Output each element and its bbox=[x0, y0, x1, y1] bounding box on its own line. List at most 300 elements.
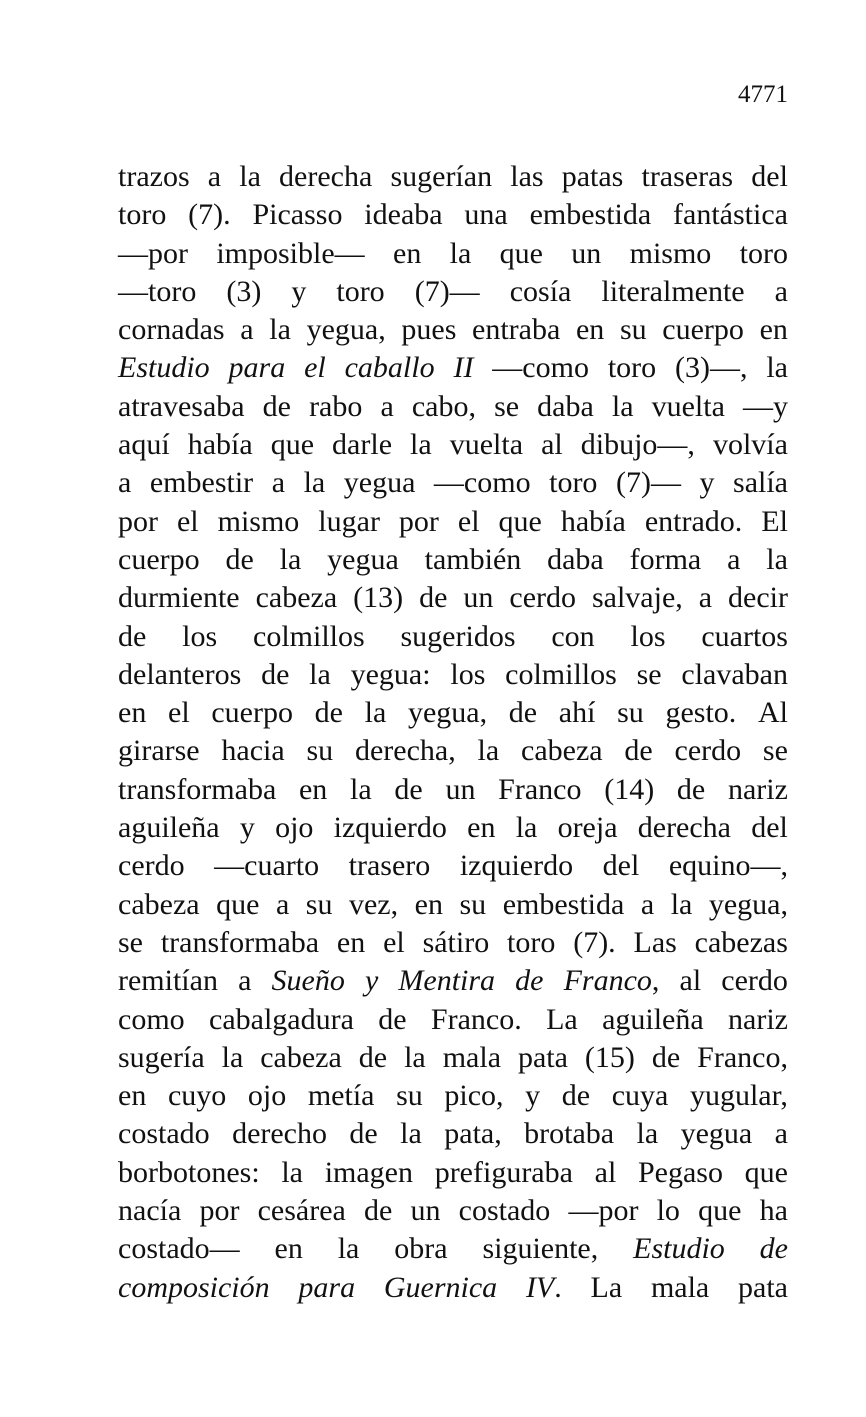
text: en bbox=[336, 925, 366, 959]
word bbox=[634, 924, 677, 962]
text: a bbox=[238, 964, 252, 998]
word bbox=[738, 1269, 788, 1307]
word bbox=[541, 426, 563, 464]
word bbox=[275, 809, 313, 847]
word bbox=[571, 235, 601, 273]
word bbox=[766, 349, 788, 387]
text: en bbox=[118, 696, 147, 730]
word bbox=[652, 388, 725, 426]
word bbox=[745, 1154, 788, 1192]
word bbox=[641, 886, 654, 924]
word bbox=[118, 273, 196, 311]
text: el bbox=[168, 696, 190, 730]
text: a bbox=[774, 1117, 788, 1151]
word bbox=[637, 1115, 659, 1153]
text: ojo bbox=[247, 1079, 287, 1113]
word bbox=[216, 235, 364, 273]
word bbox=[118, 349, 210, 387]
word bbox=[617, 694, 644, 732]
word bbox=[581, 426, 695, 464]
word bbox=[763, 732, 788, 770]
text-line bbox=[118, 579, 788, 617]
text: pues bbox=[401, 313, 457, 347]
word bbox=[425, 541, 522, 579]
word bbox=[559, 694, 596, 732]
text: cosía bbox=[509, 274, 572, 308]
text: al bbox=[679, 964, 702, 998]
word bbox=[118, 1115, 210, 1153]
word bbox=[118, 1269, 270, 1307]
word bbox=[308, 1077, 375, 1115]
text: cuartos bbox=[701, 619, 788, 653]
text: —como bbox=[433, 466, 531, 500]
text: cuerpo bbox=[211, 696, 293, 730]
text: ahí bbox=[558, 696, 596, 730]
text: al bbox=[594, 1155, 617, 1189]
italic-text: el bbox=[304, 351, 326, 385]
word bbox=[118, 196, 166, 234]
text: pata, bbox=[444, 1117, 502, 1151]
text-line bbox=[118, 1115, 788, 1153]
word bbox=[399, 503, 439, 541]
text: toro bbox=[549, 466, 598, 500]
word bbox=[665, 694, 736, 732]
word bbox=[318, 503, 380, 541]
text: a bbox=[727, 542, 741, 576]
text: yegua bbox=[680, 1117, 753, 1151]
text: aguileña bbox=[602, 1002, 704, 1036]
text: la bbox=[766, 351, 788, 385]
word bbox=[401, 311, 456, 349]
text: Pegaso bbox=[637, 1155, 723, 1189]
text: pata bbox=[738, 1270, 788, 1304]
text: pico, bbox=[444, 1079, 504, 1113]
text: embestida bbox=[529, 198, 652, 232]
word bbox=[638, 1154, 723, 1192]
word bbox=[445, 771, 475, 809]
word bbox=[349, 847, 431, 885]
text: de bbox=[262, 389, 291, 423]
word bbox=[252, 196, 342, 234]
text: la bbox=[766, 542, 788, 576]
word bbox=[612, 1077, 669, 1115]
word bbox=[727, 541, 740, 579]
word bbox=[118, 541, 200, 579]
text: la bbox=[404, 1040, 426, 1074]
italic-text: de bbox=[759, 1232, 788, 1266]
word bbox=[214, 847, 319, 885]
word bbox=[573, 924, 615, 962]
text: (7). bbox=[573, 925, 616, 959]
word bbox=[118, 1039, 205, 1077]
text: a bbox=[207, 160, 222, 193]
word bbox=[298, 1269, 355, 1307]
text: toro bbox=[118, 198, 167, 232]
word bbox=[304, 349, 326, 387]
text: Al bbox=[757, 696, 788, 730]
word bbox=[221, 732, 284, 770]
word bbox=[269, 311, 291, 349]
word bbox=[355, 732, 456, 770]
word bbox=[482, 1230, 598, 1268]
text: prefiguraba bbox=[434, 1155, 573, 1189]
text: mismo bbox=[217, 504, 300, 538]
text: Franco, bbox=[697, 1040, 788, 1074]
text-line bbox=[118, 426, 788, 464]
text: su bbox=[306, 734, 334, 768]
italic-text: para bbox=[298, 1270, 356, 1304]
text: a bbox=[380, 389, 394, 423]
text: toro bbox=[336, 274, 385, 308]
word bbox=[299, 771, 327, 809]
text: en bbox=[575, 313, 605, 347]
word bbox=[118, 809, 220, 847]
text: nariz bbox=[727, 772, 788, 806]
text: el bbox=[383, 925, 405, 959]
word bbox=[509, 579, 576, 617]
text: imposible— bbox=[216, 236, 365, 270]
text: a bbox=[118, 466, 132, 500]
word bbox=[393, 235, 421, 273]
text: entrado. bbox=[644, 504, 743, 538]
word bbox=[410, 426, 432, 464]
text: que bbox=[744, 1155, 788, 1189]
text: de bbox=[561, 1079, 591, 1113]
word bbox=[238, 962, 251, 1000]
word bbox=[761, 503, 788, 541]
word bbox=[182, 618, 217, 656]
text: la bbox=[221, 1040, 244, 1074]
text: atravesaba bbox=[118, 389, 245, 423]
text: la bbox=[364, 696, 387, 730]
text: colmillos bbox=[505, 657, 617, 691]
word bbox=[675, 732, 742, 770]
text: vez, bbox=[348, 887, 399, 921]
word bbox=[505, 656, 617, 694]
word bbox=[492, 349, 589, 387]
text: la bbox=[449, 236, 472, 270]
word bbox=[336, 273, 384, 311]
text: de bbox=[364, 1194, 393, 1228]
text: borbotones: bbox=[118, 1155, 260, 1189]
word bbox=[524, 1115, 614, 1153]
text: trazos bbox=[118, 160, 190, 193]
italic-text: caballo bbox=[344, 351, 435, 385]
word bbox=[760, 1230, 788, 1268]
text: transformaba bbox=[118, 772, 277, 806]
word bbox=[677, 771, 705, 809]
text: decir bbox=[728, 581, 788, 615]
word bbox=[118, 1192, 181, 1230]
word bbox=[450, 235, 472, 273]
word bbox=[460, 847, 573, 885]
text-line bbox=[118, 771, 788, 809]
italic-text: composición bbox=[118, 1270, 270, 1304]
italic-text: de bbox=[515, 964, 544, 998]
word bbox=[390, 158, 492, 196]
word bbox=[353, 579, 403, 617]
word bbox=[699, 464, 714, 502]
text: ha bbox=[759, 1194, 788, 1228]
text-line bbox=[118, 732, 788, 770]
word bbox=[306, 886, 333, 924]
text: yegua bbox=[343, 466, 416, 500]
text: transformaba bbox=[160, 925, 320, 959]
text: obra bbox=[394, 1232, 448, 1266]
word bbox=[697, 1039, 788, 1077]
word bbox=[510, 158, 543, 196]
text: como bbox=[118, 1002, 185, 1036]
text: metía bbox=[307, 1079, 375, 1113]
word bbox=[547, 541, 604, 579]
italic-text: IV bbox=[525, 1270, 555, 1304]
text: y bbox=[699, 466, 715, 500]
text-line bbox=[118, 1039, 788, 1077]
word bbox=[338, 1230, 360, 1268]
italic-text: Mentira bbox=[398, 964, 496, 998]
word bbox=[315, 694, 343, 732]
word bbox=[380, 388, 393, 426]
text: los bbox=[630, 619, 666, 653]
word bbox=[443, 1039, 501, 1077]
text: un bbox=[445, 772, 476, 806]
word bbox=[464, 196, 507, 234]
word bbox=[168, 694, 190, 732]
text-line bbox=[118, 503, 788, 541]
text: la bbox=[269, 313, 291, 347]
word bbox=[188, 196, 230, 234]
text: la bbox=[670, 887, 693, 921]
text: el bbox=[176, 504, 199, 538]
text: literalmente bbox=[601, 274, 745, 308]
word bbox=[208, 158, 221, 196]
word bbox=[118, 847, 185, 885]
text: a bbox=[774, 274, 788, 308]
text-line bbox=[118, 886, 788, 924]
text: a bbox=[240, 313, 254, 347]
word bbox=[669, 847, 788, 885]
word bbox=[551, 618, 594, 656]
word bbox=[472, 311, 560, 349]
word bbox=[673, 196, 788, 234]
word bbox=[516, 809, 538, 847]
italic-text: para bbox=[228, 351, 286, 385]
text: Las bbox=[633, 925, 677, 959]
text: clavaban bbox=[681, 657, 788, 691]
text: nariz bbox=[728, 1002, 788, 1036]
text: su bbox=[305, 887, 333, 921]
text: yegua, bbox=[306, 313, 386, 347]
word bbox=[423, 924, 490, 962]
text: embestida bbox=[502, 887, 625, 921]
page-number: 4771 bbox=[738, 81, 788, 108]
word bbox=[630, 618, 665, 656]
word bbox=[332, 426, 392, 464]
word bbox=[515, 962, 543, 1000]
word bbox=[307, 311, 386, 349]
text: cuerpo bbox=[118, 542, 200, 576]
text: se bbox=[636, 657, 662, 691]
text-line bbox=[118, 541, 788, 579]
text: mala bbox=[442, 1040, 502, 1074]
text: —toro bbox=[118, 274, 197, 308]
text: los bbox=[450, 657, 486, 691]
word bbox=[616, 464, 681, 502]
text: daba bbox=[537, 389, 594, 423]
word bbox=[410, 1192, 440, 1230]
text-line bbox=[118, 349, 788, 387]
text: en bbox=[759, 313, 788, 347]
word bbox=[118, 618, 146, 656]
word bbox=[701, 618, 788, 656]
text: sugeridos bbox=[400, 619, 516, 653]
word bbox=[345, 349, 435, 387]
text: —por bbox=[118, 236, 188, 270]
text: mala bbox=[650, 1270, 710, 1304]
word bbox=[118, 235, 188, 273]
word bbox=[657, 1192, 680, 1230]
word bbox=[351, 656, 431, 694]
word bbox=[118, 1154, 260, 1192]
text-line bbox=[118, 694, 788, 732]
word bbox=[766, 541, 788, 579]
text: yegua, bbox=[407, 696, 488, 730]
text: por bbox=[398, 504, 439, 538]
text: la bbox=[611, 389, 634, 423]
text: el bbox=[457, 504, 480, 538]
word bbox=[396, 1077, 423, 1115]
word bbox=[450, 656, 485, 694]
text-line bbox=[118, 847, 788, 885]
text: forma bbox=[629, 542, 702, 576]
text-line bbox=[118, 618, 788, 656]
text: izquierdo bbox=[333, 811, 447, 845]
word bbox=[760, 311, 788, 349]
text: de bbox=[349, 1117, 378, 1151]
word bbox=[612, 388, 634, 426]
text: la bbox=[281, 1155, 303, 1189]
word bbox=[211, 694, 293, 732]
word bbox=[272, 464, 285, 502]
text: la bbox=[400, 1117, 422, 1151]
word bbox=[633, 1230, 725, 1268]
italic-text: Franco bbox=[563, 964, 652, 998]
text: la bbox=[477, 734, 500, 768]
text: cabeza bbox=[260, 1040, 342, 1074]
word bbox=[260, 1039, 342, 1077]
text: vuelta bbox=[651, 389, 725, 423]
word bbox=[225, 541, 253, 579]
text: toro bbox=[507, 925, 556, 959]
text: a bbox=[275, 887, 290, 921]
word bbox=[558, 809, 618, 847]
text: (3) bbox=[226, 274, 262, 308]
text: sugerían bbox=[390, 160, 493, 193]
word bbox=[651, 1269, 709, 1307]
italic-text: Estudio bbox=[633, 1232, 725, 1266]
text: su bbox=[396, 1079, 423, 1113]
text: mismo bbox=[629, 236, 712, 270]
word bbox=[118, 656, 241, 694]
text: de bbox=[651, 1040, 681, 1074]
word bbox=[564, 962, 660, 1000]
word bbox=[728, 1001, 788, 1039]
word bbox=[591, 1269, 623, 1307]
word bbox=[188, 426, 253, 464]
word bbox=[240, 809, 255, 847]
text: su bbox=[619, 313, 647, 347]
text: salía bbox=[733, 466, 788, 500]
word bbox=[275, 1230, 303, 1268]
text: a bbox=[698, 581, 713, 615]
word bbox=[518, 1039, 568, 1077]
word bbox=[561, 503, 626, 541]
text: ideaba bbox=[364, 198, 443, 232]
word bbox=[740, 235, 788, 273]
word bbox=[681, 656, 788, 694]
text: la bbox=[350, 772, 372, 806]
text: costado— bbox=[118, 1232, 240, 1266]
word bbox=[118, 1001, 185, 1039]
text: la bbox=[636, 1117, 659, 1151]
word bbox=[415, 273, 480, 311]
text: de bbox=[378, 1002, 407, 1036]
text: en bbox=[118, 1079, 147, 1113]
text: . bbox=[554, 1270, 562, 1304]
text-line bbox=[118, 924, 788, 962]
word bbox=[624, 732, 652, 770]
text: de bbox=[676, 772, 706, 806]
text: de bbox=[225, 542, 254, 576]
text: gesto. bbox=[665, 696, 737, 730]
text: cabeza bbox=[255, 581, 338, 615]
text: (13) bbox=[353, 581, 404, 615]
word bbox=[232, 1115, 327, 1153]
text: La bbox=[546, 1002, 578, 1036]
text: toro bbox=[739, 236, 788, 270]
word bbox=[364, 196, 442, 234]
text: aguileña bbox=[118, 811, 220, 845]
word bbox=[494, 388, 519, 426]
word bbox=[216, 886, 259, 924]
text: oreja bbox=[557, 811, 618, 845]
text-line bbox=[118, 656, 788, 694]
word bbox=[459, 1192, 551, 1230]
text: de bbox=[358, 1040, 388, 1074]
word bbox=[592, 579, 683, 617]
text: de bbox=[508, 696, 538, 730]
text: yegua bbox=[327, 542, 399, 576]
word bbox=[309, 388, 362, 426]
text: en bbox=[393, 236, 422, 270]
word bbox=[595, 1154, 617, 1192]
text: la bbox=[337, 1232, 360, 1266]
text: Franco. bbox=[430, 1002, 522, 1036]
text: costado bbox=[118, 1117, 210, 1151]
word bbox=[327, 541, 399, 579]
text: también bbox=[424, 542, 522, 576]
word bbox=[603, 847, 640, 885]
text: se bbox=[118, 925, 143, 959]
text: durmiente bbox=[118, 581, 240, 615]
text: de bbox=[118, 619, 147, 653]
text: —como bbox=[492, 351, 589, 385]
text: equino—, bbox=[668, 849, 788, 883]
word bbox=[229, 349, 286, 387]
word bbox=[263, 388, 291, 426]
text: al bbox=[541, 428, 563, 462]
text: la bbox=[303, 466, 326, 500]
